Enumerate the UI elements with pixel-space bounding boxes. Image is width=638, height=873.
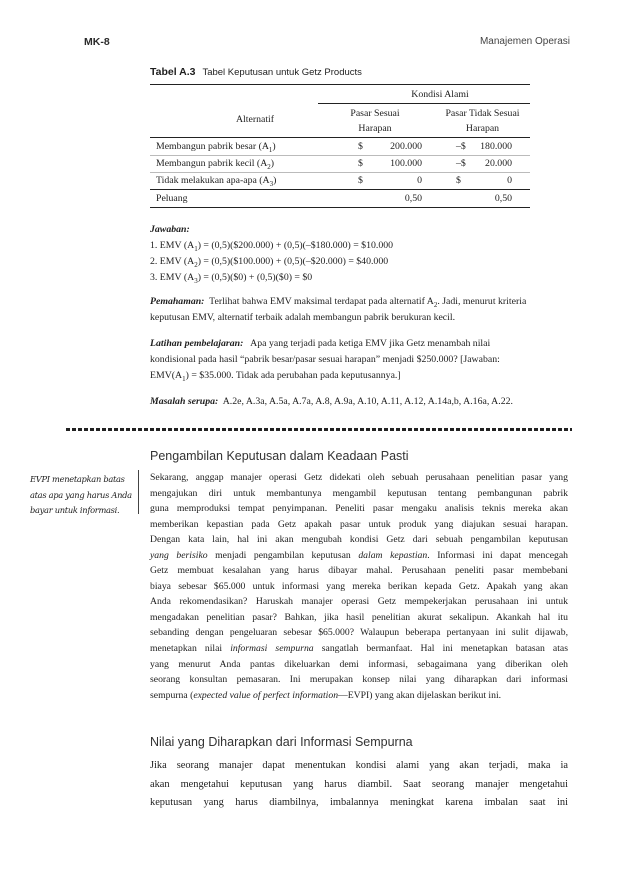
table-cell-currency: –$ [456, 141, 466, 152]
margin-note [30, 472, 135, 519]
col-header-2-line2: Harapan [465, 123, 500, 134]
col-header-2-line1: Pasar Tidak Sesuai [445, 108, 520, 119]
table-cell-value: 180.000 [480, 141, 512, 152]
table-cell-value: 20.000 [485, 158, 512, 169]
table-number: Tabel A.3 [150, 66, 196, 78]
table-row-label: Membangun pabrik besar $(A_1)$ [156, 141, 276, 154]
body-paragraph [150, 470, 568, 703]
text-line: mengadakan penelitian pasar? Bahkan, jika hasil penelitian akurat sekalipun. Akankah hal itu [150, 611, 568, 623]
similar-problems: Masalah serupa: A.2e, A.3a, A.5a, A.7a, A.8, A.9a, A.10, A.11, A.12, A.14a,b, A.16a, A.22. [150, 396, 513, 407]
margin-note-rule [138, 470, 139, 514]
col-header-1-line2: Harapan [358, 123, 392, 134]
table-cell-currency: $ [358, 175, 363, 186]
text-line: seorang konsultan pemasaran. Ini merupakan konsep nilai yang diharapkan dari informasi [150, 674, 568, 686]
exercise-line: kondisional pada hasil “pabrik besar/pasar sesuai harapan” menjadi $250.000? [Jawaban: [150, 354, 500, 365]
margin-note-line: atas apa yang harus Anda [30, 489, 132, 500]
section-heading: Pengambilan Keputusan dalam Keadaan Pasti [150, 449, 409, 463]
text-line: keputusan yang harus diambilnya, imbalannya meningkat karena imbalan saat ini [150, 797, 568, 808]
text-line: guna memproduksi tempat penyimpanan. Peneliti pasar mengaku analisis teknis mereka akan [150, 503, 568, 515]
table-bottom-rule [150, 207, 530, 208]
answer-line: 1. EMV $(A_1)$ = (0,5)($200.000) + (0,5)(–$180.000) = $10.000 [150, 240, 394, 253]
text-line: menetapkan nilai informasi sempurna sangatlah bermanfaat. Hal ini menetapkan batasan atas [150, 643, 568, 655]
text-line: mengajukan diri untuk membantunya mengambil keputusan tentang pembangunan pabrik [150, 487, 568, 499]
row-divider [150, 172, 530, 173]
exercise-line: Latihan pembelajaran: Apa yang terjadi pada ketiga EMV jika Getz menambah nilai [150, 338, 491, 349]
margin-note-line: EVPI menetapkan batas [30, 474, 125, 484]
answer-line: 3. EMV $(A_3)$ = (0,5)($0) + (0,5)($0) = $0 [150, 272, 313, 285]
table-cell-value: 0 [507, 175, 512, 186]
text-line: Anda rekomendasikan? Haruskah manajer operasi Getz mempekerjakan perusahaan ini untuk [150, 596, 568, 608]
text-line: yang berisiko menjadi pengambilan keputusan dalam kepastian. Informasi ini dapat mencegah [150, 549, 568, 561]
text-line: Sekarang, anggap manajer operasi Getz didekati oleh sebuah perusahaan penelitian pasar yang [150, 472, 568, 483]
table-cell-value: 0 [417, 175, 422, 186]
table-row-label: Tidak melakukan apa-apa $(A_3)$ [156, 175, 277, 188]
text-line: akan mengetahui keputusan yang harus diambil. Saat seorang manajer mengetahui [150, 778, 568, 790]
table-cell-currency: $ [456, 175, 461, 186]
insight-line: keputusan EMV, alternatif terbaik adalah membangun pabrik berukuran kecil. [150, 312, 456, 323]
col-header-alternatif: Alternatif [235, 114, 275, 125]
text-line: yang menurut Anda pantas dikeluarkan demi informasi, sebagaimana yang diberikan oleh [150, 658, 568, 670]
text-line: Jika seorang manajer dapat menentukan kondisi alami yang akan terjadi, maka ia [150, 760, 568, 771]
table-title [150, 66, 362, 78]
table-cell-currency: $ [358, 141, 363, 152]
prob-value-2: 0,50 [494, 193, 512, 204]
text-line: sempurna (expected value of perfect information—EVPI) yang akan dijelaskan berikut ini. [150, 689, 502, 701]
exercise-line: $EMV(A_1)$ = $35.000. Tidak ada perubahan pada keputusannya.] [150, 370, 401, 383]
text-line: sebanding dengan pengeluaran sebesar $65.000? Walaupun beberapa pertanyaan ini sulit dijawab, [150, 627, 568, 639]
prob-label: Peluang [156, 193, 188, 204]
prob-value-1: 0,50 [404, 193, 422, 204]
table-cell-currency: $ [358, 158, 363, 169]
page-number: MK-8 [84, 36, 110, 48]
table-cell-value: 200.000 [390, 141, 422, 152]
group-rule [318, 103, 530, 104]
col-header-1-line1: Pasar Sesuai [350, 108, 400, 119]
group-header: Kondisi Alami [411, 89, 469, 100]
table-row-label: Membangun pabrik kecil $(A_2)$ [156, 158, 275, 171]
section-divider [66, 428, 572, 431]
row-divider [150, 155, 530, 156]
text-line: biaya sebesar $65.000 untuk informasi yang mereka berikan kepada Getz. Apakah yang akan [150, 580, 568, 592]
table-caption: Tabel Keputusan untuk Getz Products [202, 67, 362, 78]
running-header: Manajemen Operasi [479, 36, 570, 47]
table-cell-value: 100.000 [390, 158, 422, 169]
header-rule [150, 137, 530, 138]
answer-label: Jawaban: [150, 224, 190, 235]
prob-rule [150, 189, 530, 190]
answer-line: 2. EMV $(A_2)$ = (0,5)($100.000) + (0,5)(–$20.000) = $40.000 [150, 256, 389, 269]
text-line: memberikan kepastian pada Getz apakah pasar untuk produk yang diajukan sesuai harapan. [150, 518, 568, 530]
body-paragraph [150, 757, 568, 813]
section-heading: Nilai yang Diharapkan dari Informasi Sempurna [150, 735, 413, 749]
insight-line: Pemahaman: Terlihat bahwa EMV maksimal terdapat pada alternatif $A_2$. Jadi, menurut kriteria [150, 296, 527, 309]
text-line: Getz membuat kesalahan yang harus dibayar mahal. Perusahaan peneliti pasar membebani [150, 565, 568, 577]
text-line: Dengan kata lain, hal ini akan mengubah kondisi Getz dari sebuah pengambilan keputusan [150, 534, 568, 546]
table-cell-currency: –$ [456, 158, 466, 169]
margin-note-line: bayar untuk informasi. [30, 505, 120, 516]
table-top-rule [150, 84, 530, 85]
